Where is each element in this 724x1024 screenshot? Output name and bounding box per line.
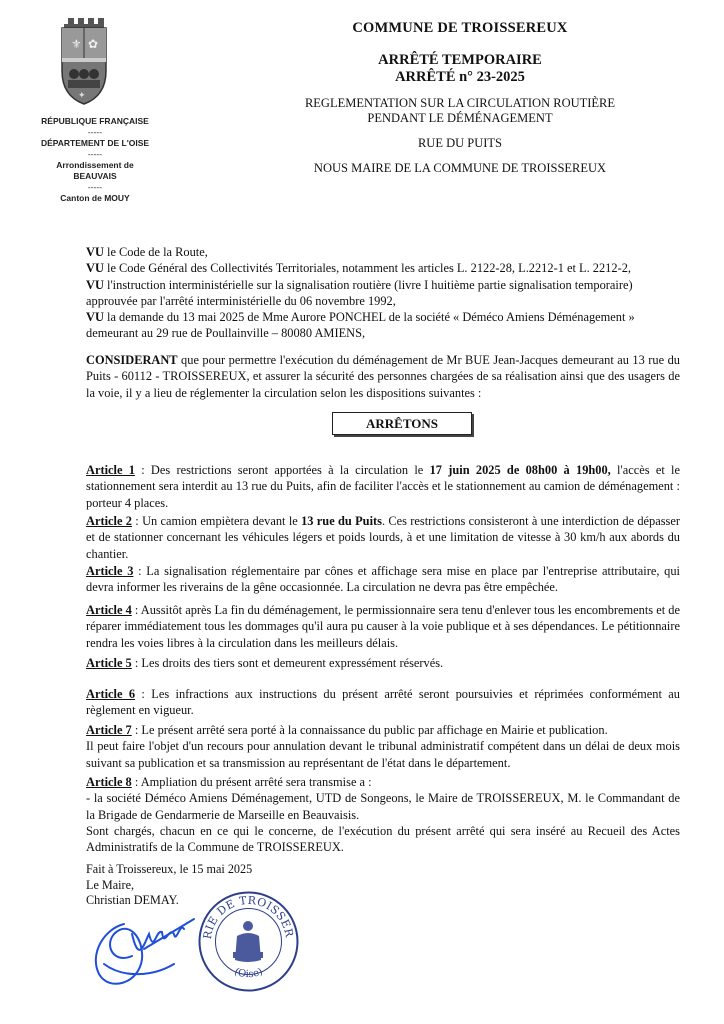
- signature-block: [86, 862, 680, 909]
- commune-title: COMMUNE DE TROISSEREUX: [352, 20, 568, 36]
- svg-text:(Oise): (Oise): [232, 966, 265, 981]
- svg-text:⚜: ⚜: [71, 37, 82, 51]
- signatory-name: Christian DEMAY.: [86, 893, 179, 907]
- article-6: Article 6 : Les infractions aux instructions du présent arrêté seront poursuivies et réprimées conformément au règlement en vigueur.: [86, 687, 680, 718]
- article-8-execution: Sont chargés, chacun en ce qui le concerne, de l'exécution du présent arrêté qui sera inséré au Recueil des Actes Administratifs de la Commune de TROISSEREUX.: [86, 823, 680, 855]
- article-3: Article 3 : La signalisation réglementaire par cônes et affichage sera mise en place par l'entreprise attributaire, qui devra informer les riverains de la gêne occasionnée. La circulation ne devra pas être empêchée.: [86, 564, 680, 595]
- svg-text:✦: ✦: [78, 91, 86, 101]
- arrondissement-label: Arrondissement de: [56, 160, 134, 170]
- official-seal: [197, 890, 300, 993]
- mayor-title: NOUS MAIRE DE LA COMMUNE DE TROISSEREUX: [313, 161, 607, 175]
- signatory-role: Le Maire,: [86, 877, 135, 892]
- article-4: Article 4 : Aussitôt après La fin du déménagement, le permissionnaire sera tenu d'enlever tous les encombrements et de réparer immédiatement tous les dommages qu'il aura pu causer à la voie publique et à ses dépendances. Le pétitionnaire rendra les voies libres à la circulation dans les meilleurs délais.: [86, 603, 680, 650]
- article-8-recipients: - la société Déméco Amiens Déménagement, UTD de Songeons, le Maire de TROISSEREUX, M. le Commandant de la Brigade de Gendarmerie de Marseille en Beauvaisis.: [86, 791, 680, 822]
- considerant-keyword: CONSIDERANT: [86, 353, 178, 367]
- svg-text:MAIRIE DE TROISSEREUX: RIE DE TROISSER: [200, 893, 296, 941]
- article-7-recourse: Il peut faire l'objet d'un recours pour annulation devant le tribunal administratif compétent dans un délai de deux mois suivant sa publication et sa transmission au représentant de l'état dans le département.: [86, 739, 680, 770]
- article-7: Article 7 : Le présent arrêté sera porté à la connaissance du public par affichage en Mairie et publication. Il peut faire l'objet d'un recours pour annulation devant le tribunal administratif compétent dans un délai de deux mois suivant sa publication et sa transmission au représentant de l'état dans le département.: [86, 723, 680, 770]
- subject-line-2: PENDANT LE DÉMÉNAGEMENT: [367, 111, 553, 125]
- subject-line-1: REGLEMENTATION SUR LA CIRCULATION ROUTIÈRE: [304, 96, 616, 110]
- article-1: Article 1 : Des restrictions seront apportées à la circulation le 17 juin 2025 de 08h00 à 19h00, l'accès et le stationnement sera interdit au 13 rue du Puits, afin de faciliter l'accès et le stationnement au camion de déménagement : porteur 4 places.: [86, 463, 680, 510]
- vu-item: VU le Code Général des Collectivités Territoriales, notamment les articles L. 2122-28, L.2212-1 et L. 2212-2,: [86, 261, 631, 276]
- vu-item: VU le Code de la Route,: [86, 245, 208, 259]
- vu-item: VU la demande du 13 mai 2025 de Mme Aurore PONCHEL de la société « Déméco Amiens Déménagement » demeurant au 29 rue de Poullainville – 80080 AMIENS,: [86, 310, 635, 341]
- street-title: RUE DU PUITS: [417, 136, 503, 150]
- svg-text:✿: ✿: [88, 37, 99, 51]
- arrete-number: ARRÊTÉ n° 23-2025: [395, 69, 525, 85]
- considerant-paragraph: CONSIDERANT que pour permettre l'exécution du déménagement de Mr BUE Jean-Jacques demeurant au 13 rue du Puits - 60112 - TROISSEREUX, et assurer la sécurité des personnes chargées de sa réalisation ainsi que des usagers de la voie, il y a lieu de réglementer la circulation selon les dispositions suivantes :: [86, 353, 680, 400]
- article-2: Article 2 : Un camion empiètera devant le 13 rue du Puits. Ces restrictions consisteront à une interdiction de dépasser et de stationner concernant les véhicules légers et poids lourds, à et une limitation de vitesse à 30 km/h aux abords du chantier.: [86, 514, 680, 561]
- arrondissement-name: BEAUVAIS: [73, 171, 117, 181]
- separator: -----: [87, 182, 103, 192]
- republique-label: RÉPUBLIQUE FRANÇAISE: [41, 116, 149, 126]
- article-8: Article 8 : Ampliation du présent arrêté sera transmise a : - la société Déméco Amiens Déménagement, UTD de Songeons, le Maire de TROISSEREUX, M. le Commandant de la Brigade de Gendarmerie de Marseille en Beauvaisis. Sont chargés, chacun en ce qui le concerne, de l'exécution du présent arrêté qui sera inséré au Recueil des Actes Administratifs de la Commune de TROISSEREUX.: [86, 775, 680, 855]
- departement-label: DÉPARTEMENT DE L'OISE: [40, 138, 150, 148]
- arrete-type: ARRÊTÉ TEMPORAIRE: [378, 52, 542, 68]
- vu-item: VU l'instruction interministérielle sur la signalisation routière (livre I huitième partie signalisation temporaire) approuvée par l'arrêté interministérielle du 06 novembre 1992,: [86, 277, 633, 308]
- separator: -----: [87, 149, 103, 159]
- handwritten-signature: [84, 904, 204, 994]
- administrative-info: [20, 116, 170, 204]
- place-date: Fait à Troissereux, le 15 mai 2025: [86, 862, 253, 876]
- separator: -----: [87, 127, 103, 137]
- vu-section: [86, 244, 680, 342]
- article-5: Article 5 : Les droits des tiers sont et demeurent expressément réservés.: [86, 656, 444, 670]
- coat-of-arms-logo: [54, 16, 114, 106]
- arretons-heading: ARRÊTONS: [332, 412, 472, 435]
- canton-label: Canton de MOUY: [60, 193, 130, 203]
